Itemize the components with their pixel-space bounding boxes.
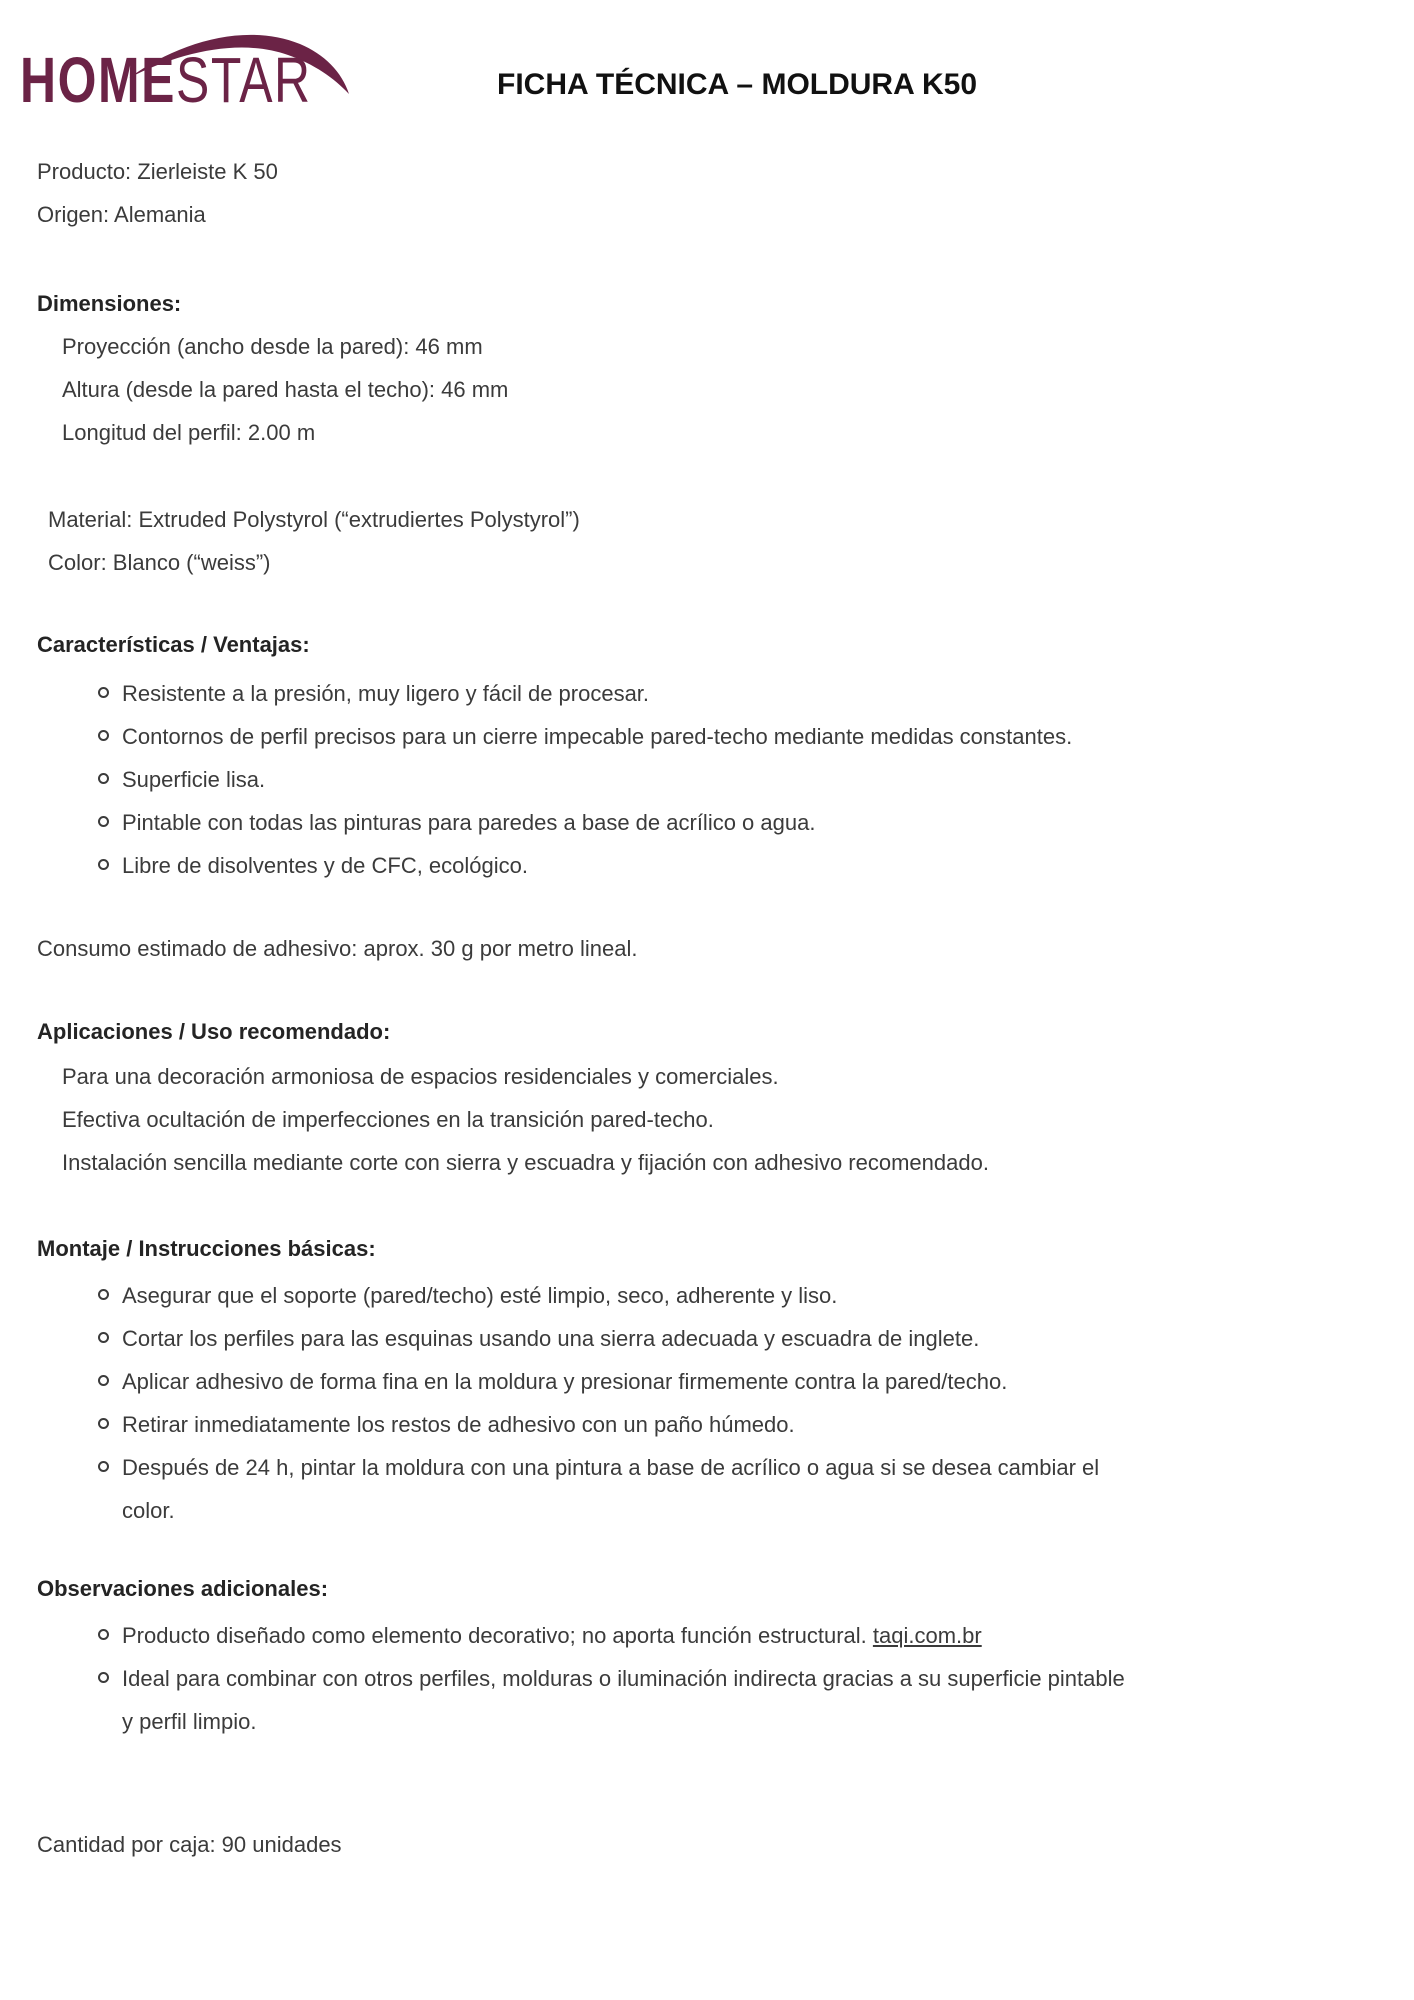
- bullet-icon: [98, 773, 109, 784]
- dimension-item: Longitud del perfil: 2.00 m: [62, 420, 316, 445]
- list-item-text: Resistente a la presión, muy ligero y fácil de procesar.: [122, 681, 650, 706]
- brand-logo: [20, 44, 394, 116]
- aplicacion-item: Efectiva ocultación de imperfecciones en la transición pared-techo.: [62, 1107, 714, 1132]
- brand-wordmark-light: STAR: [176, 44, 312, 116]
- bullet-icon: [98, 730, 109, 741]
- list-item: [37, 1657, 1377, 1743]
- list-item: [37, 758, 1377, 801]
- list-item: [37, 1360, 1377, 1403]
- montaje-list: [37, 1274, 1377, 1532]
- color-line: Color: Blanco (“weiss”): [48, 550, 271, 575]
- page-title: FICHA TÉCNICA – MOLDURA K50: [497, 68, 978, 101]
- list-item: [37, 1403, 1377, 1446]
- list-item: [37, 1274, 1377, 1317]
- list-item-text: Aplicar adhesivo de forma fina en la moldura y presionar firmemente contra la pared/techo.: [122, 1369, 1008, 1394]
- material-line: Material: Extruded Polystyrol (“extrudiertes Polystyrol”): [48, 507, 580, 532]
- section-heading-montaje: Montaje / Instrucciones básicas:: [37, 1236, 376, 1261]
- bullet-icon: [98, 1461, 109, 1472]
- list-item-text: Libre de disolventes y de CFC, ecológico.: [122, 853, 528, 878]
- bullet-icon: [98, 1375, 109, 1386]
- section-heading-dimensiones: Dimensiones:: [37, 291, 182, 316]
- list-item: [37, 801, 1377, 844]
- list-item-text: Asegurar que el soporte (pared/techo) esté limpio, seco, adherente y liso.: [122, 1283, 838, 1308]
- list-item: [37, 715, 1377, 758]
- brand-wordmark-bold: HOME: [20, 44, 176, 116]
- material-block: [37, 498, 1377, 584]
- list-item-text-continuation: y perfil limpio.: [122, 1709, 257, 1734]
- list-item-text: Contornos de perfil precisos para un cierre impecable pared-techo mediante medidas constantes.: [122, 724, 1073, 749]
- section-heading-observaciones: Observaciones adicionales:: [37, 1576, 329, 1601]
- list-item-text: Retirar inmediatamente los restos de adhesivo con un paño húmedo.: [122, 1412, 795, 1437]
- dimension-item: Proyección (ancho desde la pared): 46 mm: [62, 334, 483, 359]
- bullet-icon: [98, 1289, 109, 1300]
- bullet-icon: [98, 816, 109, 827]
- caracteristicas-list: [37, 672, 1377, 887]
- brand-wordmark: [20, 44, 312, 116]
- list-item-text: Cortar los perfiles para las esquinas usando una sierra adecuada y escuadra de inglete.: [122, 1326, 980, 1351]
- bullet-icon: [98, 1332, 109, 1343]
- list-item: [37, 844, 1377, 887]
- aplicacion-item: Para una decoración armoniosa de espacios residenciales y comerciales.: [62, 1064, 779, 1089]
- product-line: Producto: Zierleiste K 50: [37, 159, 278, 184]
- list-item-text: Superficie lisa.: [122, 767, 266, 792]
- section-heading-caracteristicas: Características / Ventajas:: [37, 632, 310, 657]
- taqi-link[interactable]: taqi.com.br: [872, 1623, 982, 1648]
- bullet-icon: [98, 1672, 109, 1683]
- aplicaciones-list: [37, 1055, 1377, 1184]
- cantidad-line: Cantidad por caja: 90 unidades: [37, 1832, 342, 1857]
- list-item-text: [122, 1614, 1377, 1657]
- list-item: [37, 1317, 1377, 1360]
- observacion-text: Producto diseñado como elemento decorativo; no aporta función estructural.: [122, 1623, 873, 1648]
- list-item-text: Pintable con todas las pinturas para paredes a base de acrílico o agua.: [122, 810, 816, 835]
- origin-line: Origen: Alemania: [37, 202, 206, 227]
- bullet-icon: [98, 1629, 109, 1640]
- bullet-icon: [98, 859, 109, 870]
- section-heading-aplicaciones: Aplicaciones / Uso recomendado:: [37, 1019, 391, 1044]
- list-item-text: Después de 24 h, pintar la moldura con una pintura a base de acrílico o agua si se desea cambiar el: [122, 1455, 1100, 1480]
- list-item: [37, 1446, 1377, 1532]
- dimension-item: Altura (desde la pared hasta el techo): 46 mm: [62, 377, 509, 402]
- bullet-icon: [98, 1418, 109, 1429]
- list-item: [37, 672, 1377, 715]
- list-item-text-continuation: color.: [122, 1498, 175, 1523]
- aplicacion-item: Instalación sencilla mediante corte con sierra y escuadra y fijación con adhesivo recomendado.: [62, 1150, 989, 1175]
- list-item-text: Ideal para combinar con otros perfiles, molduras o iluminación indirecta gracias a su superficie pintable: [122, 1666, 1125, 1691]
- observaciones-list: [37, 1614, 1377, 1743]
- consumo-line: Consumo estimado de adhesivo: aprox. 30 g por metro lineal.: [37, 936, 638, 961]
- list-item: [37, 1614, 1377, 1657]
- bullet-icon: [98, 687, 109, 698]
